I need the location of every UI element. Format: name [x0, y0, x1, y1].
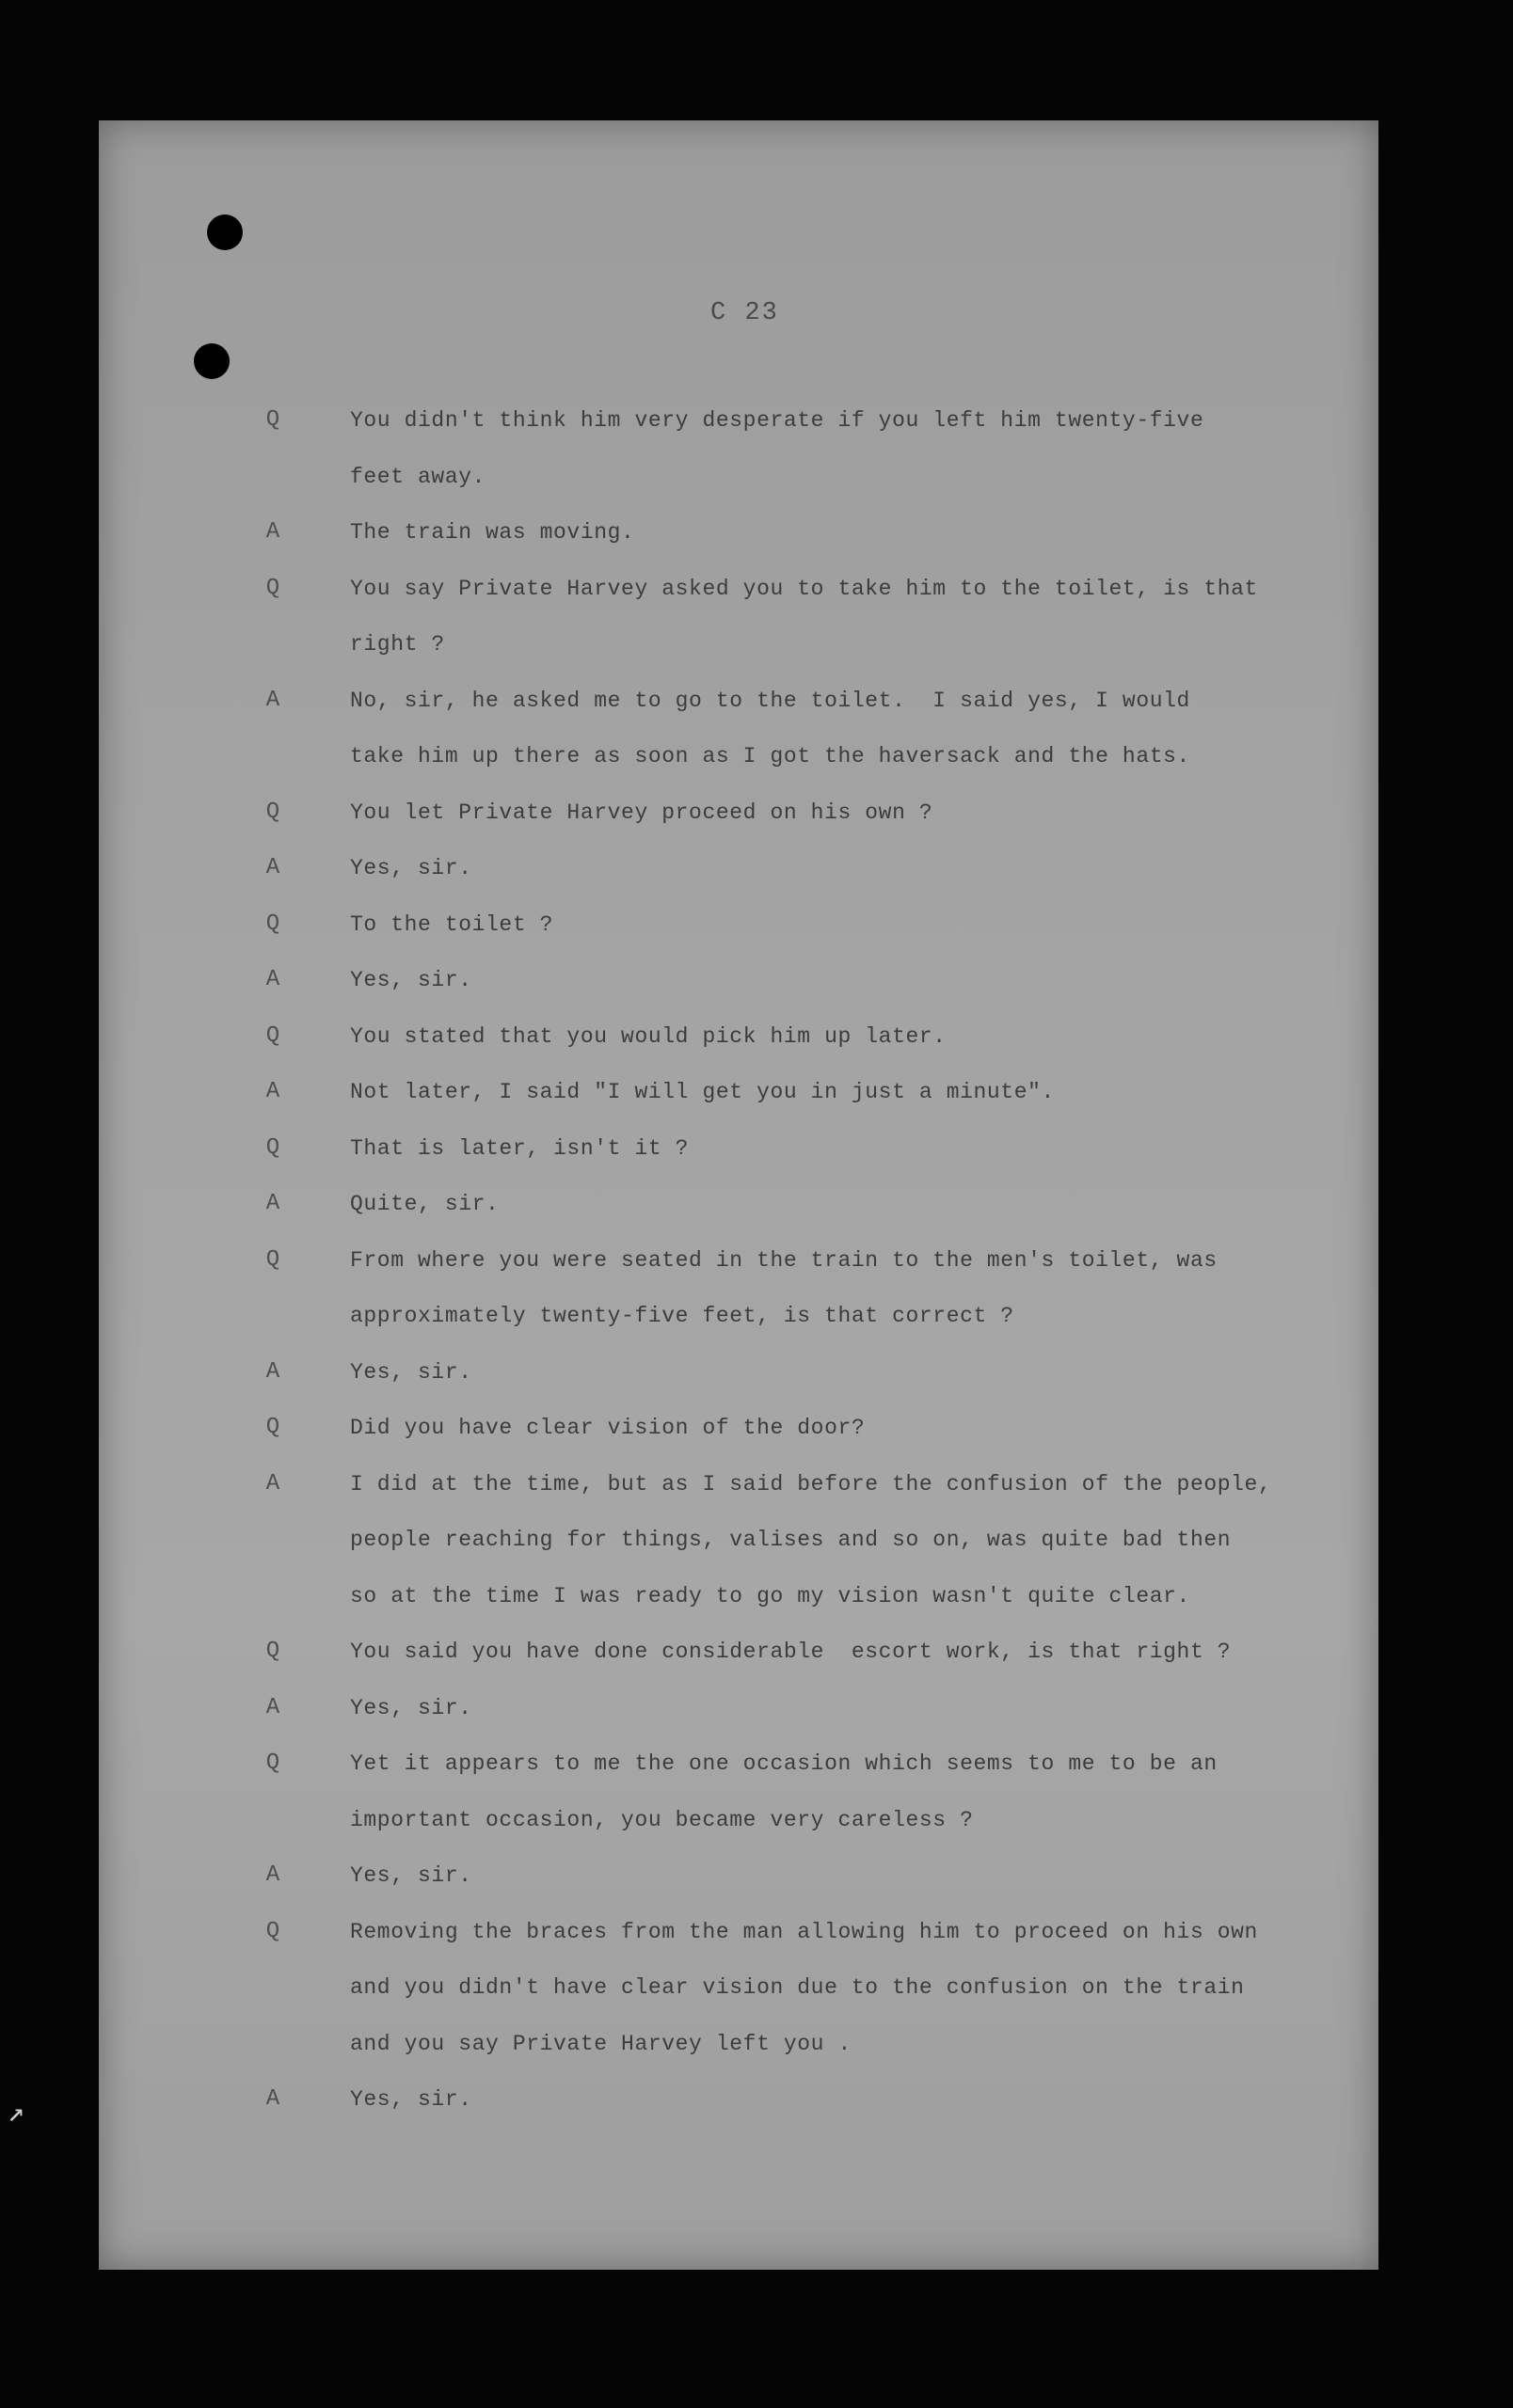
question-marker: Q	[265, 1751, 280, 1776]
answer-marker: A	[265, 1191, 280, 1216]
transcript-line: You said you have done considerable escort work, is that right ?	[350, 1640, 1232, 1664]
answer-marker: A	[265, 1470, 280, 1497]
transcript-line: Yet it appears to me the one occasion which seems to me to be an	[350, 1751, 1218, 1776]
question-marker: Q	[265, 407, 280, 433]
transcript-line: No, sir, he asked me to go to the toilet. I said yes, I would	[350, 688, 1190, 713]
answer-marker: A	[265, 1862, 280, 1888]
question-marker: Q	[265, 911, 280, 937]
transcript-line: and you didn't have clear vision due to the confusion on the train	[350, 1975, 1245, 2000]
transcript-line: You stated that you would pick him up later.	[350, 1023, 947, 1049]
answer-marker: A	[265, 1694, 280, 1720]
transcript-line: Yes, sir.	[350, 856, 472, 880]
transcript-line: Did you have clear vision of the door?	[350, 1416, 866, 1440]
question-marker: Q	[265, 1639, 280, 1664]
answer-marker: A	[265, 519, 280, 545]
transcript-line: Not later, I said "I will get you in just a minute".	[350, 1080, 1055, 1104]
transcript-line: important occasion, you became very careless ?	[350, 1807, 974, 1832]
answer-marker: A	[265, 967, 280, 992]
answer-marker: A	[265, 855, 280, 880]
question-marker: Q	[265, 799, 280, 825]
transcript-line: Yes, sir.	[350, 1359, 472, 1385]
transcript-line: right ?	[350, 632, 445, 657]
transcript-line: Yes, sir.	[350, 1695, 472, 1720]
transcript-line: Yes, sir.	[350, 2087, 472, 2112]
transcript-line: and you say Private Harvey left you .	[350, 2031, 852, 2056]
transcript-line: people reaching for things, valises and so on, was quite bad then	[350, 1528, 1232, 1552]
transcript-line: approximately twenty-five feet, is that correct ?	[350, 1304, 1014, 1328]
transcript-line: Quite, sir.	[350, 1192, 500, 1216]
page-number: C 23	[710, 299, 779, 327]
transcript-line: I did at the time, but as I said before the confusion of the people,	[350, 1471, 1272, 1497]
answer-marker: A	[265, 687, 280, 713]
answer-marker: A	[265, 1358, 280, 1385]
question-marker: Q	[265, 1246, 280, 1273]
transcript-line: Yes, sir.	[350, 968, 472, 992]
question-marker: Q	[265, 1415, 280, 1440]
transcript-line: To the toilet ?	[350, 911, 554, 937]
answer-marker: A	[265, 1079, 280, 1104]
transcript-line: Removing the braces from the man allowing him to proceed on his own	[350, 1919, 1258, 1944]
margin-arrow-mark: ↗	[8, 2099, 25, 2131]
punch-hole-bottom	[194, 343, 230, 379]
question-marker: Q	[265, 1918, 280, 1944]
question-marker: Q	[265, 575, 280, 601]
transcript-line: feet away.	[350, 464, 486, 489]
question-marker: Q	[265, 1022, 280, 1049]
punch-hole-top	[207, 214, 243, 250]
transcript-line: The train was moving.	[350, 520, 635, 545]
transcript-line: That is later, isn't it ?	[350, 1135, 690, 1161]
answer-marker: A	[265, 2086, 280, 2112]
transcript-line: Yes, sir.	[350, 1863, 472, 1888]
transcript-line: From where you were seated in the train to the men's toilet, was	[350, 1247, 1218, 1273]
transcript-line: You say Private Harvey asked you to take him to the toilet, is that	[350, 576, 1258, 601]
transcript-line: so at the time I was ready to go my vision wasn't quite clear.	[350, 1583, 1190, 1608]
transcript-line: take him up there as soon as I got the haversack and the hats.	[350, 744, 1190, 768]
transcript-line: You didn't think him very desperate if you left him twenty-five	[350, 408, 1204, 433]
question-marker: Q	[265, 1134, 280, 1161]
transcript-line: You let Private Harvey proceed on his own ?	[350, 800, 933, 825]
